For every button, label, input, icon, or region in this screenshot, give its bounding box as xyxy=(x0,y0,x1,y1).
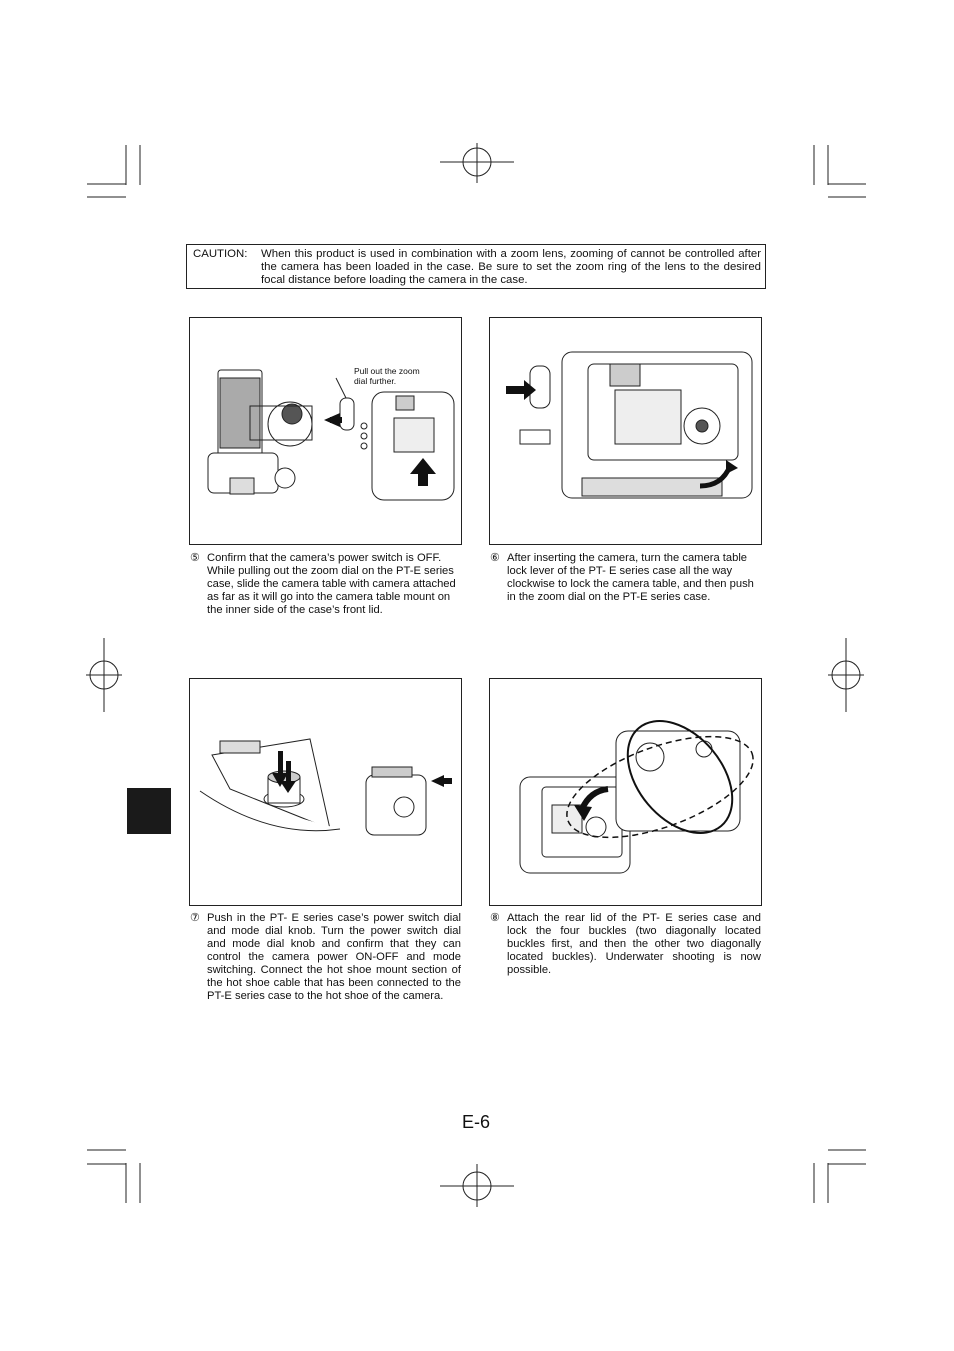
camera-zoom-dial-illustration xyxy=(190,318,461,544)
step-7 xyxy=(190,912,462,1018)
step-8 xyxy=(490,912,762,978)
step-number: ⑦ xyxy=(190,912,201,924)
caution-label: CAUTION: xyxy=(193,248,248,260)
figure-8 xyxy=(489,678,762,906)
figure-7 xyxy=(189,678,462,906)
section-tab xyxy=(127,788,171,834)
step-number: ⑤ xyxy=(190,552,201,564)
step-text: After inserting the camera, turn the camera table lock lever of the PT- E series case all the way clockwise to lock the camera table, and then push in the zoom dial on the PT-E series case. xyxy=(507,552,754,603)
page-number: E-6 xyxy=(462,1112,491,1132)
zoom-dial-callout: Pull out the zoom dial further. xyxy=(354,366,420,386)
step-text: Confirm that the camera’s power switch is OFF. While pulling out the zoom dial on the PT-E series case, slide the camera table with camera attached as far as it will go into the camera table mount on the inner side of the case’s front lid. xyxy=(207,552,456,616)
figure-6 xyxy=(489,317,762,545)
rear-lid-buckles-illustration xyxy=(490,679,761,905)
camera-table-lock-illustration xyxy=(490,318,761,544)
step-text: Push in the PT- E series case’s power switch dial and mode dial knob. Turn the power switch dial and mode dial knob and confirm that they can control the camera power ON-OFF and mode switching. Connect the hot shoe mount section of the hot shoe cable that has been connected to the PT-E series case to the hot shoe of the camera. xyxy=(207,912,461,1002)
power-mode-dial-illustration xyxy=(190,679,461,905)
caution-box xyxy=(186,244,766,289)
step-6 xyxy=(490,552,762,607)
step-5 xyxy=(190,552,462,630)
figure-5 xyxy=(189,317,462,545)
step-number: ⑥ xyxy=(490,552,501,564)
step-number: ⑧ xyxy=(490,912,501,924)
step-text: Attach the rear lid of the PT- E series case and lock the four buckles (two diagonally located buckles first, and then the other two diagonally located buckles). Underwater shooting is now possible. xyxy=(507,912,761,976)
caution-text: When this product is used in combination with a zoom lens, zooming of cannot be controlled after the camera has been loaded in the case. Be sure to set the zoom ring of the lens to the desired focal distance before loading the camera in the case. xyxy=(261,248,761,286)
